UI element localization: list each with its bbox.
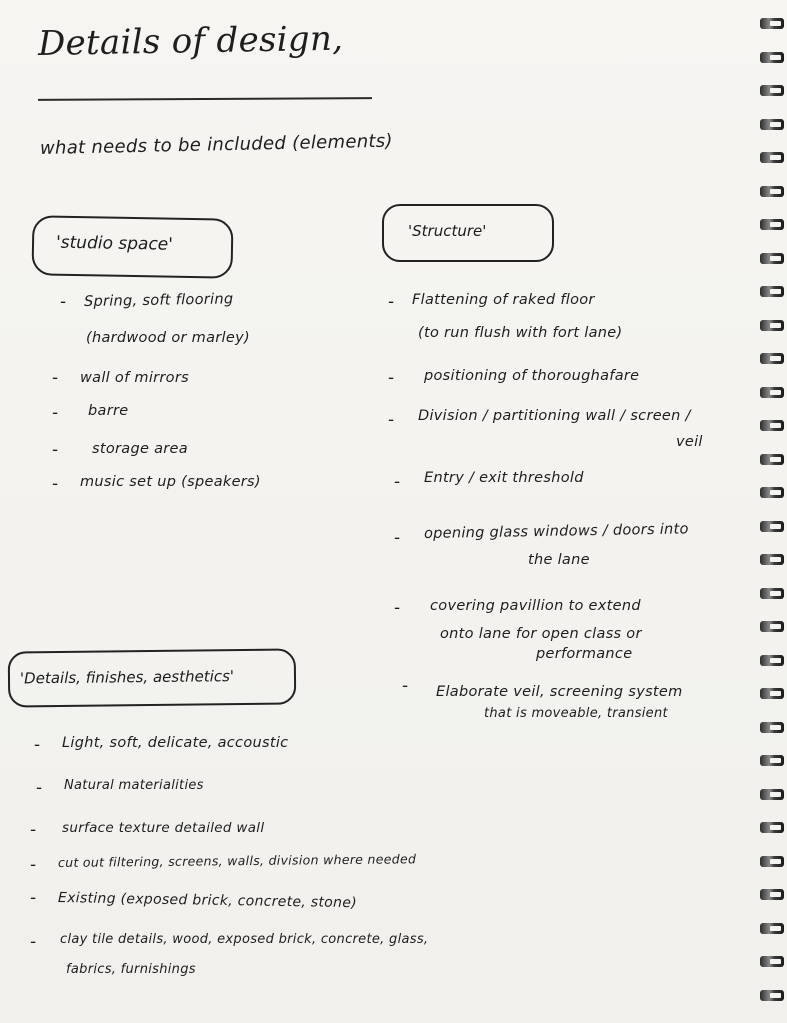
bullet-dash: - xyxy=(388,292,395,312)
structure-item-floor-detail: (to run flush with fort lane) xyxy=(418,325,623,341)
spiral-ring xyxy=(760,722,784,733)
bullet-dash: - xyxy=(52,440,59,460)
structure-item-veil-system: Elaborate veil, screening system xyxy=(436,684,683,700)
spiral-ring xyxy=(760,688,784,699)
spiral-ring xyxy=(760,822,784,833)
spiral-ring xyxy=(760,219,784,230)
bullet-dash: - xyxy=(52,368,59,388)
spiral-ring xyxy=(760,387,784,398)
spiral-ring xyxy=(760,186,784,197)
structure-item-windows: opening glass windows / doors into xyxy=(423,521,689,542)
spiral-ring xyxy=(760,889,784,900)
bullet-dash: - xyxy=(60,292,67,312)
spiral-ring xyxy=(760,286,784,297)
bullet-dash: - xyxy=(52,403,59,423)
spiral-ring xyxy=(760,152,784,163)
details-item-fabrics: fabrics, furnishings xyxy=(66,962,196,977)
bullet-dash: - xyxy=(30,855,37,875)
structure-item-pavillion-lane: onto lane for open class or xyxy=(440,626,642,642)
spiral-ring xyxy=(760,655,784,666)
spiral-ring xyxy=(760,521,784,532)
spiral-ring xyxy=(760,755,784,766)
bullet-dash: - xyxy=(402,676,409,696)
structure-item-veil: veil xyxy=(676,434,703,450)
structure-item-windows-lane: the lane xyxy=(528,552,590,568)
structure-item-division: Division / partitioning wall / screen / xyxy=(418,408,691,424)
spiral-ring xyxy=(760,990,784,1001)
spiral-ring xyxy=(760,487,784,498)
bullet-dash: - xyxy=(394,598,401,618)
spiral-ring xyxy=(760,119,784,130)
bullet-dash: - xyxy=(36,778,43,798)
spiral-ring xyxy=(760,454,784,465)
bullet-dash: - xyxy=(394,528,401,548)
title-underline xyxy=(38,97,372,101)
studio-space-heading: 'studio space' xyxy=(55,232,174,255)
studio-item-storage: storage area xyxy=(92,441,188,457)
bullet-dash: - xyxy=(30,888,37,908)
bullet-dash: - xyxy=(388,410,395,430)
studio-item-flooring: Spring, soft flooring xyxy=(83,291,234,310)
spiral-binding xyxy=(760,0,787,1023)
structure-item-floor: Flattening of raked floor xyxy=(412,292,595,308)
structure-heading: 'Structure' xyxy=(408,222,487,240)
spiral-ring xyxy=(760,320,784,331)
bullet-dash: - xyxy=(34,735,41,755)
details-item-clay: clay tile details, wood, exposed brick, concrete, glass, xyxy=(60,932,429,947)
studio-item-flooring-types: (hardwood or marley) xyxy=(86,330,250,346)
spiral-ring xyxy=(760,85,784,96)
details-heading-box xyxy=(8,648,297,707)
spiral-ring xyxy=(760,52,784,63)
spiral-ring xyxy=(760,956,784,967)
structure-item-transient: that is moveable, transient xyxy=(484,706,668,721)
studio-item-mirrors: wall of mirrors xyxy=(80,370,189,386)
structure-item-threshold: Entry / exit threshold xyxy=(424,470,584,486)
studio-space-heading-box xyxy=(31,215,233,278)
bullet-dash: - xyxy=(394,472,401,492)
structure-item-pavillion: covering pavillion to extend xyxy=(430,598,641,614)
page-title: Details of design, xyxy=(37,18,344,64)
spiral-ring xyxy=(760,789,784,800)
bullet-dash: - xyxy=(388,368,395,388)
structure-item-thoroughfare: positioning of thoroughafare xyxy=(424,368,640,384)
bullet-dash: - xyxy=(30,932,37,952)
spiral-ring xyxy=(760,621,784,632)
subtitle: what needs to be included (elements) xyxy=(39,130,393,159)
spiral-ring xyxy=(760,353,784,364)
spiral-ring xyxy=(760,856,784,867)
spiral-ring xyxy=(760,923,784,934)
details-heading: 'Details, finishes, aesthetics' xyxy=(19,667,235,688)
bullet-dash: - xyxy=(30,820,37,840)
details-item-natural: Natural materialities xyxy=(64,778,204,793)
structure-heading-box xyxy=(382,204,554,262)
spiral-ring xyxy=(760,420,784,431)
details-item-cutout: cut out filtering, screens, walls, division where needed xyxy=(57,851,417,870)
spiral-ring xyxy=(760,18,784,29)
details-item-light: Light, soft, delicate, accoustic xyxy=(62,735,289,751)
spiral-ring xyxy=(760,554,784,565)
spiral-ring xyxy=(760,588,784,599)
spiral-ring xyxy=(760,253,784,264)
studio-item-barre: barre xyxy=(88,403,129,419)
studio-item-music: music set up (speakers) xyxy=(80,474,261,490)
details-item-surface: surface texture detailed wall xyxy=(62,820,265,836)
details-item-existing: Existing (exposed brick, concrete, stone) xyxy=(57,890,358,912)
structure-item-performance: performance xyxy=(536,646,633,662)
bullet-dash: - xyxy=(52,474,59,494)
